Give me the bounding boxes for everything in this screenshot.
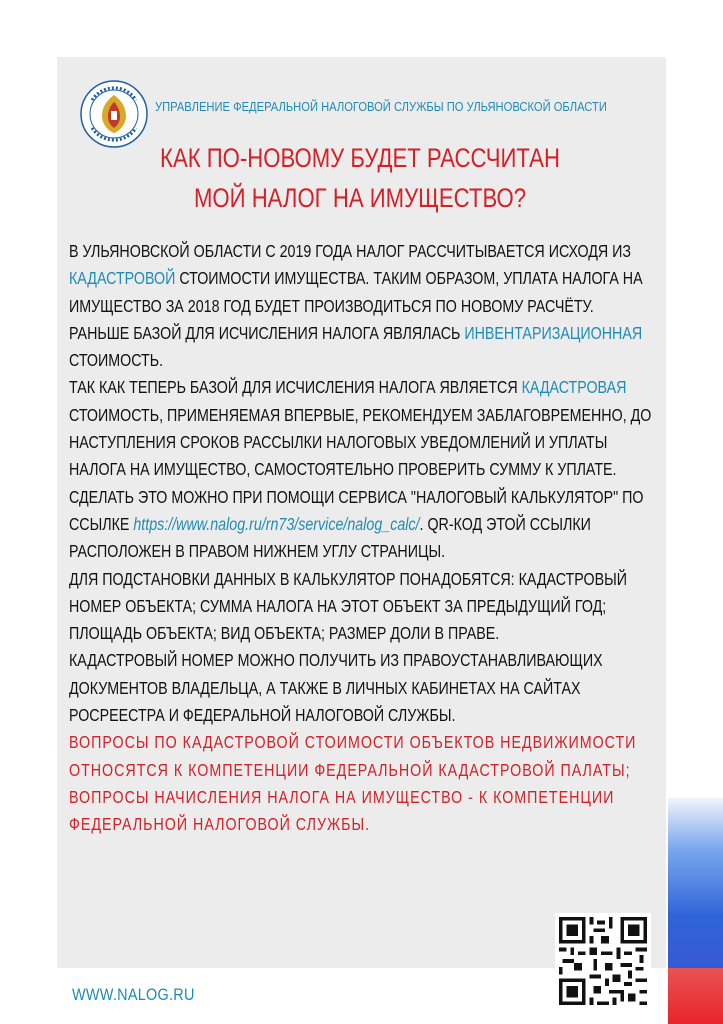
article-body	[69, 238, 659, 839]
website-link[interactable]: WWW.NALOG.RU	[72, 985, 195, 1004]
paragraph-warning: ВОПРОСЫ ПО КАДАСТРОВОЙ СТОИМОСТИ ОБЪЕКТОВ НЕДВИЖИМОСТИ ОТНОСЯТСЯ К КОМПЕТЕНЦИИ ФЕДЕРАЛЬНОЙ КАДАСТРОВОЙ ПАЛАТЫ; ВОПРОСЫ НАЧИСЛЕНИЯ НАЛОГА НА ИМУЩЕСТВО - К КОМПЕТЕНЦИИ ФЕДЕРАЛЬНОЙ НАЛОГОВОЙ СЛУЖБЫ.	[69, 732, 637, 835]
paragraph-1: В УЛЬЯНОВСКОЙ ОБЛАСТИ С 2019 ГОДА НАЛОГ РАССЧИТЫВАЕТСЯ ИСХОДЯ ИЗ КАДАСТРОВОЙ СТОИМОСТИ ИМУЩЕСТВА. ТАКИМ ОБРАЗОМ, УПЛАТА НАЛОГА НА ИМУЩЕСТВО ЗА 2018 ГОД БУДЕТ ПРОИЗВОДИТЬСЯ ПО НОВОМУ РАСЧЁТУ.	[69, 241, 643, 316]
paragraph-2: РАНЬШЕ БАЗОЙ ДЛЯ ИСЧИСЛЕНИЯ НАЛОГА ЯВЛЯЛАСЬ ИНВЕНТАРИЗАЦИОННАЯ СТОИМОСТЬ.	[69, 322, 643, 371]
russian-flag-red-stripe	[668, 968, 723, 1024]
qr-code-icon	[555, 913, 651, 1009]
highlight-cadastral-2: КАДАСТРОВАЯ	[521, 377, 627, 398]
paragraph-5: ДЛЯ ПОДСТАНОВКИ ДАННЫХ В КАЛЬКУЛЯТОР ПОНАДОБЯТСЯ: КАДАСТРОВЫЙ НОМЕР ОБЪЕКТА; СУММА НАЛОГА НА ЭТОТ ОБЪЕКТ ЗА ПРЕДЫДУЩИЙ ГОД; ПЛОЩАДЬ ОБЪЕКТА; ВИД ОБЪЕКТА; РАЗМЕР ДОЛИ В ПРАВЕ.	[69, 568, 627, 644]
page-title	[122, 138, 598, 218]
organization-name: УПРАВЛЕНИЕ ФЕДЕРАЛЬНОЙ НАЛОГОВОЙ СЛУЖБЫ ПО УЛЬЯНОВСКОЙ ОБЛАСТИ	[155, 99, 607, 114]
paragraph-4: СДЕЛАТЬ ЭТО МОЖНО ПРИ ПОМОЩИ СЕРВИСА "НАЛОГОВЫЙ КАЛЬКУЛЯТОР" ПО ССЫЛКЕ https://www.nalog.ru/rn73/service/nalog_calc/. QR-КОД ЭТОЙ ССЫЛКИ РАСПОЛОЖЕН В ПРАВОМ НИЖНЕМ УГЛУ СТРАНИЦЫ.	[69, 486, 644, 562]
title-line-2: МОЙ НАЛОГ НА ИМУЩЕСТВО?	[193, 183, 527, 213]
paragraph-6: КАДАСТРОВЫЙ НОМЕР МОЖНО ПОЛУЧИТЬ ИЗ ПРАВОУСТАНАВЛИВАЮЩИХ ДОКУМЕНТОВ ВЛАДЕЛЬЦА, А ТАКЖЕ В ЛИЧНЫХ КАБИНЕТАХ НА САЙТАХ РОСРЕЕСТРА И ФЕДЕРАЛЬНОЙ НАЛОГОВОЙ СЛУЖБЫ.	[69, 650, 603, 726]
highlight-cadastral: КАДАСТРОВОЙ	[69, 268, 176, 289]
calculator-link[interactable]: https://www.nalog.ru/rn73/service/nalog_calc/	[133, 513, 420, 534]
paragraph-3: ТАК КАК ТЕПЕРЬ БАЗОЙ ДЛЯ ИСЧИСЛЕНИЯ НАЛОГА ЯВЛЯЕТСЯ КАДАСТРОВАЯ СТОИМОСТЬ, ПРИМЕНЯЕМАЯ ВПЕРВЫЕ, РЕКОМЕНДУЕМ ЗАБЛАГОВРЕМЕННО, ДО НАСТУПЛЕНИЯ СРОКОВ РАССЫЛКИ НАЛОГОВЫХ УВЕДОМЛЕНИЙ И УПЛАТЫ НАЛОГА НА ИМУЩЕСТВО, САМОСТОЯТЕЛЬНО ПРОВЕРИТЬ СУММУ К УПЛАТЕ.	[69, 377, 652, 480]
highlight-inventory: ИНВЕНТАРИЗАЦИОННАЯ	[464, 322, 643, 343]
title-line-1: КАК ПО-НОВОМУ БУДЕТ РАССЧИТАН	[160, 143, 560, 173]
russian-flag-decoration	[668, 798, 723, 968]
